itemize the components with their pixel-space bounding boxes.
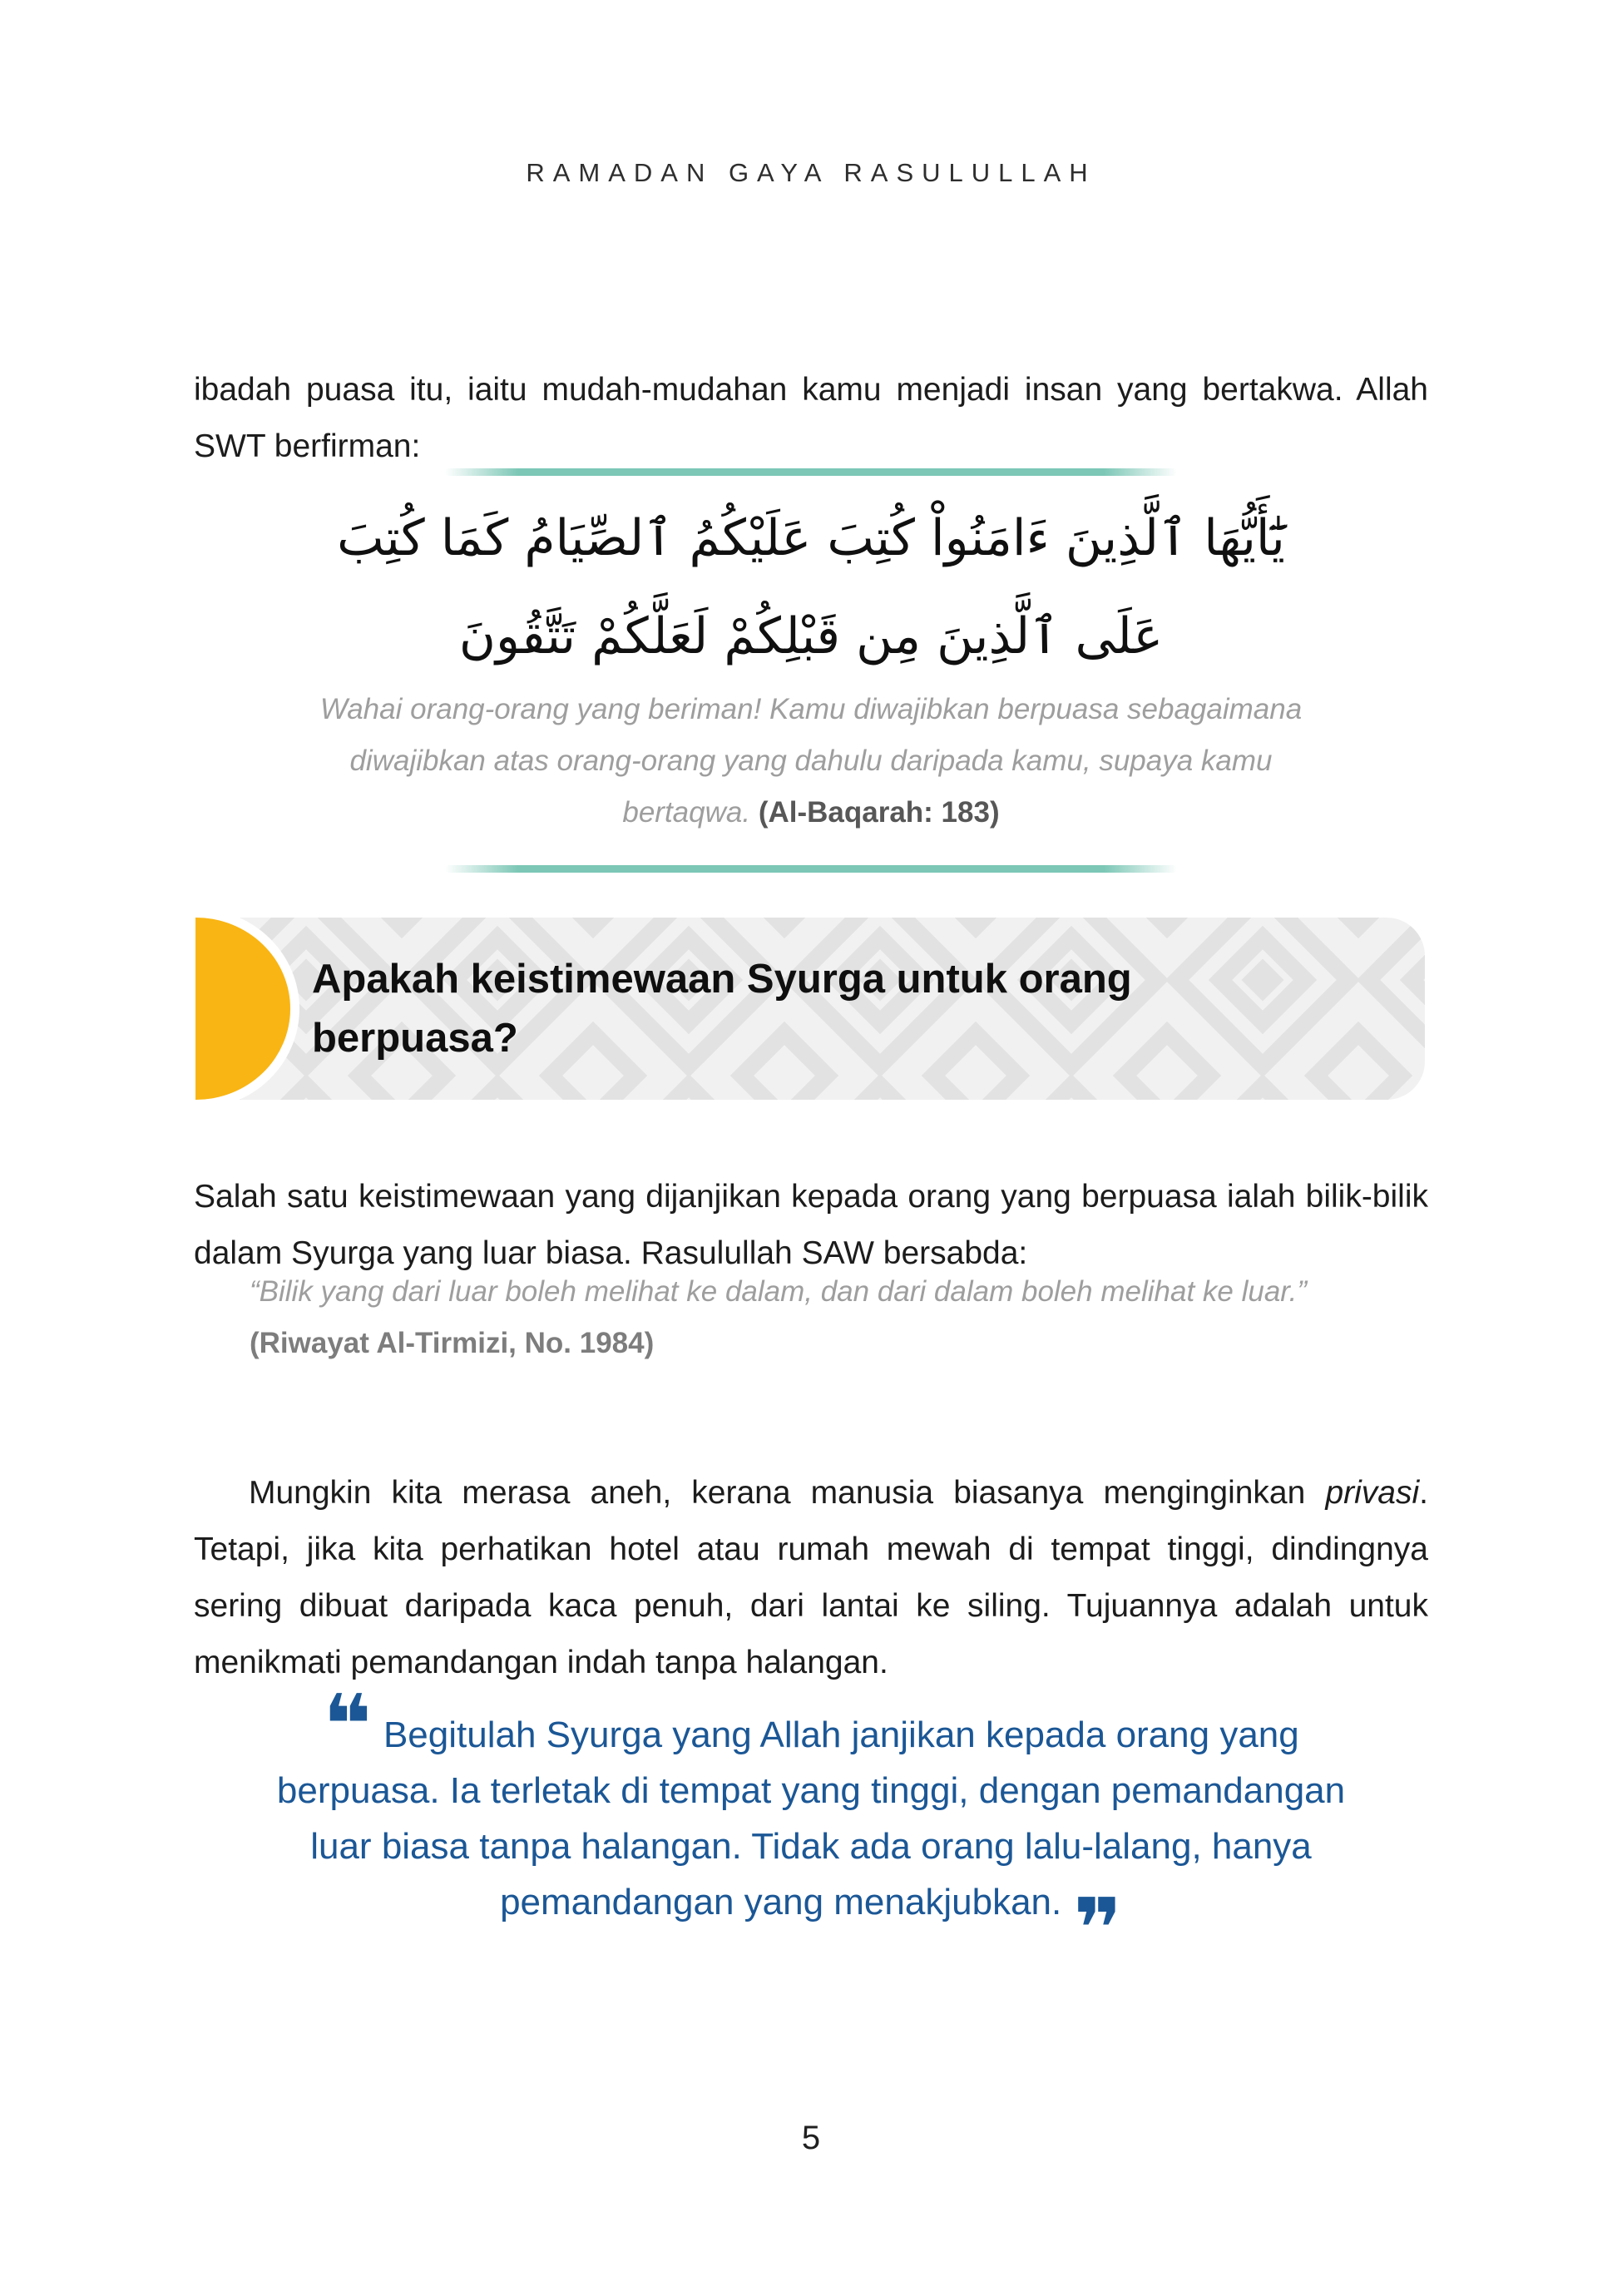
intro-paragraph: ibadah puasa itu, iaitu mudah-mudahan kamu menjadi insan yang bertakwa. Allah SWT berfirman: — [194, 372, 1428, 464]
hadith-reference: (Riwayat Al-Tirmizi, No. 1984) — [250, 1327, 655, 1359]
arabic-line-2: عَلَى ٱلَّذِينَ مِن قَبْلِكُمْ لَعَلَّكُمْ تَتَّقُونَ — [458, 607, 1164, 666]
arabic-line-1: يَٰٓأَيُّهَا ٱلَّذِينَ ءَامَنُواْ كُتِبَ عَلَيْكُمُ ٱلصِّيَامُ كَمَا كُتِبَ — [337, 509, 1285, 567]
paragraph2-italic-word: privasi — [1325, 1475, 1420, 1511]
running-header: RAMADAN GAYA RASULULLAH — [526, 158, 1096, 187]
body-paragraph-2 — [194, 1465, 1428, 1691]
section-heading-banner — [235, 918, 1425, 1100]
page-number: 5 — [801, 2120, 821, 2156]
teal-divider-top — [445, 468, 1177, 476]
paragraph2-part2: . Tetapi, jika kita perhatikan hotel atau rumah mewah di tempat tinggi, dindingnya sering dibuat daripada kaca penuh, dari lantai ke siling. Tujuannya adalah untuk menikmati pemandangan indah tanpa halangan. — [194, 1475, 1428, 1680]
section-heading: Apakah keistimewaan Syurga untuk orang berpuasa? — [312, 956, 1132, 1061]
translation-text: Wahai orang-orang yang beriman! Kamu diwajibkan berpuasa sebagaimana diwajibkan atas orang-orang yang dahulu daripada kamu, supaya kamu bertaqwa. — [319, 693, 1303, 829]
close-quote-icon: ❞ — [1073, 1880, 1122, 1977]
quran-translation — [287, 684, 1335, 839]
hadith-quote — [250, 1266, 1372, 1369]
body-paragraph-1: Salah satu keistimewaan yang dijanjikan kepada orang yang berpuasa ialah bilik-bilik dalam Syurga yang luar biasa. Rasulullah SAW bersabda: — [194, 1179, 1428, 1271]
teal-divider-bottom — [445, 865, 1177, 873]
open-quote-icon: ❝ — [323, 1676, 372, 1774]
hadith-text: “Bilik yang dari luar boleh melihat ke dalam, dan dari dalam boleh melihat ke luar.” — [250, 1275, 1308, 1308]
quran-reference: (Al-Baqarah: 183) — [758, 796, 1000, 829]
pull-quote — [254, 1676, 1368, 1977]
paragraph2-part1: Mungkin kita merasa aneh, kerana manusia biasanya menginginkan — [249, 1475, 1326, 1511]
quran-arabic-verse — [194, 489, 1428, 685]
pull-quote-text: Begitulah Syurga yang Allah janjikan kepada orang yang berpuasa. Ia terletak di tempat yang tinggi, dengan pemandangan luar biasa tanpa halangan. Tidak ada orang lalu-lalang, hanya pemandangan yang menakjubkan. — [276, 1715, 1346, 1922]
